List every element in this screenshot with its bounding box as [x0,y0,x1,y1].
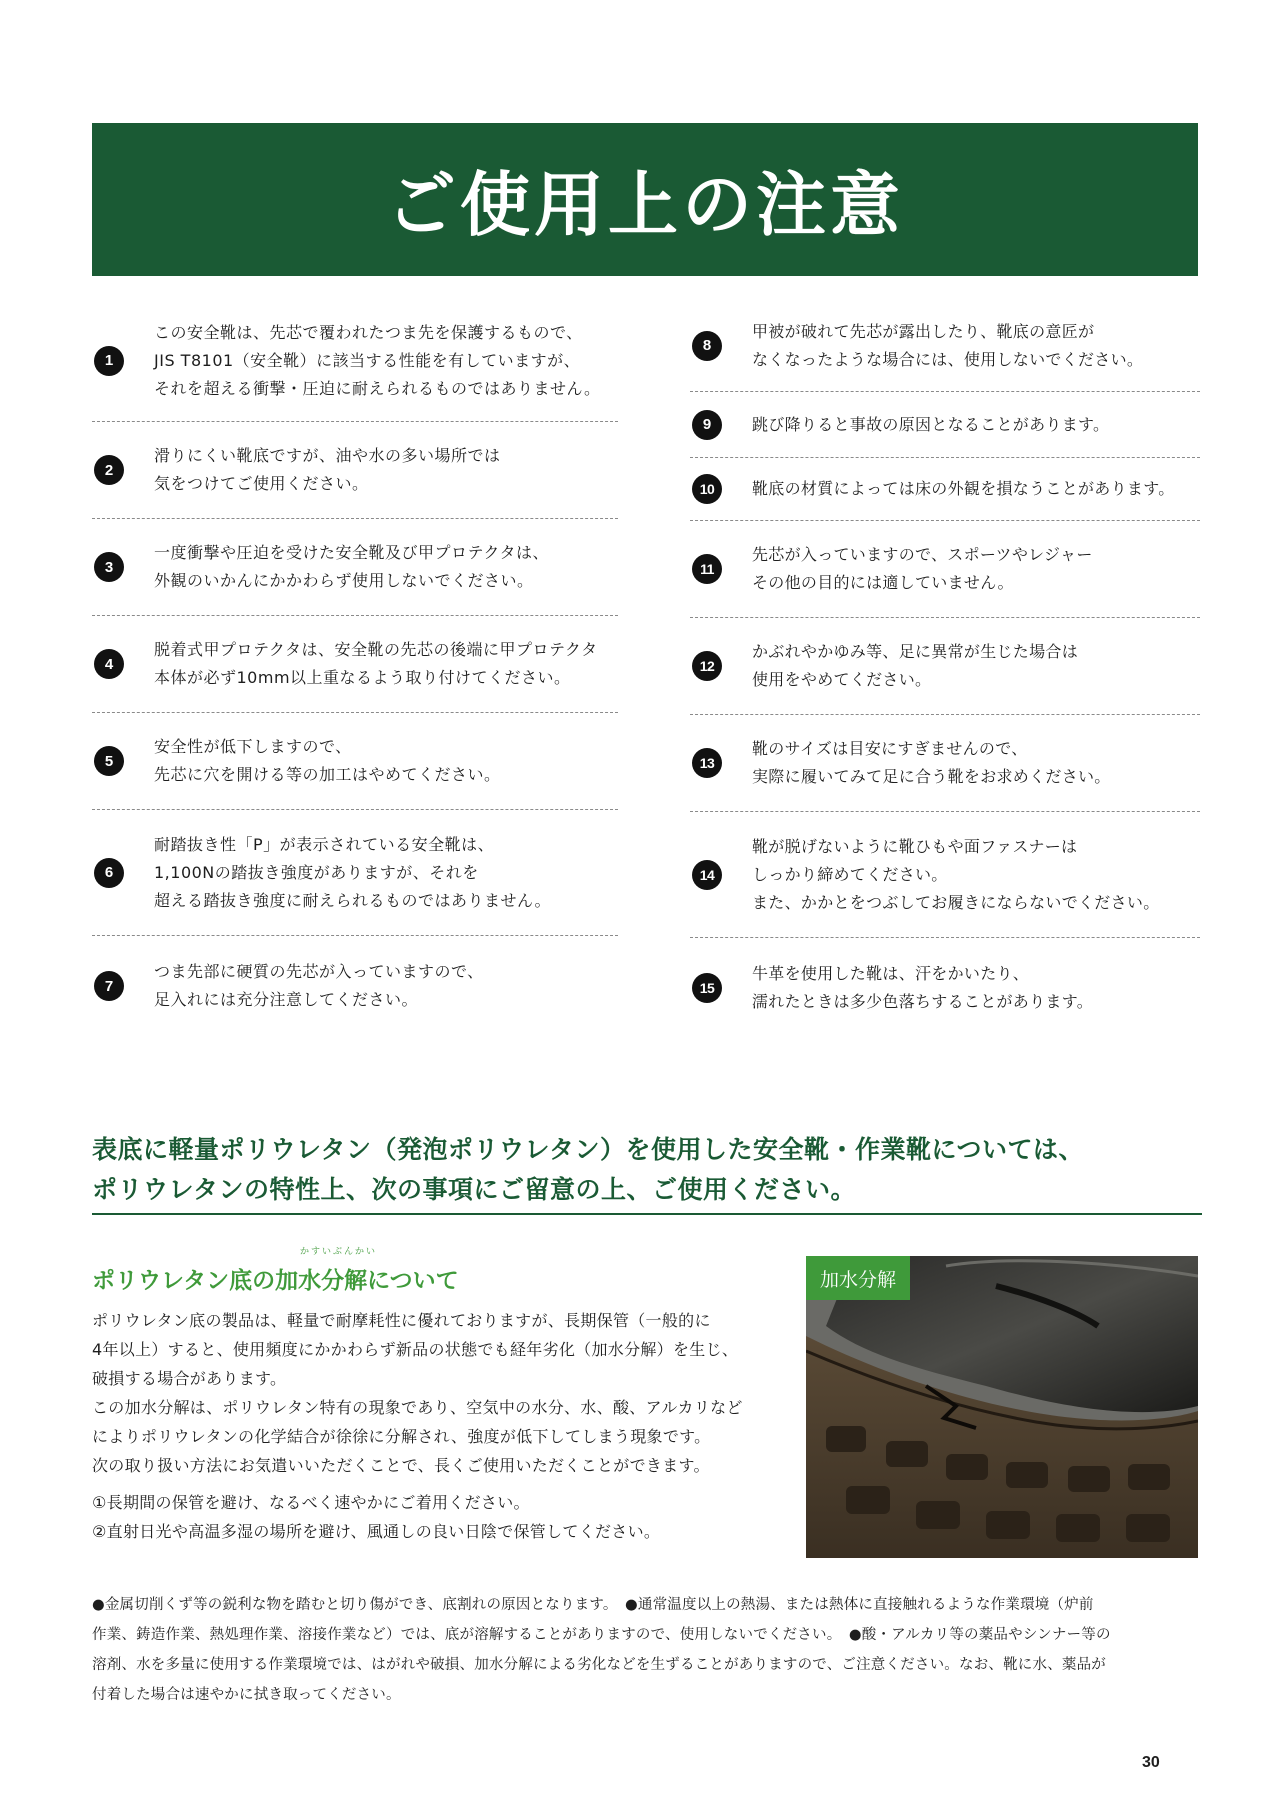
item-text: つま先部に硬質の先芯が入っていますので、 足入れには充分注意してください。 [154,962,484,1009]
item-number-badge: 1 [94,346,124,376]
notice-list-left [92,300,618,1036]
item-number-badge: 11 [692,554,722,584]
notice-item [92,422,618,519]
item-text: 靴底の材質によっては床の外観を損なうことがあります。 [752,479,1175,498]
notice-item [92,810,618,936]
item-text: この安全靴は、先芯で覆われたつま先を保護するもので、 JIS T8101（安全靴）に該当する性能を有していますが、 それを超える衝撃・圧迫に耐えられるものではありません。 [154,322,601,398]
photo-label: 加水分解 [806,1256,910,1300]
notice-list-right [690,300,1200,1038]
notice-item [690,938,1200,1038]
polyurethane-heading: 表底に軽量ポリウレタン（発泡ポリウレタン）を使用した安全靴・作業靴については、 ポリウレタンの特性上、次の事項にご留意の上、ご使用ください。 [92,1135,1085,1204]
notice-item [690,300,1200,392]
notice-item [690,618,1200,715]
item-number-badge: 14 [692,860,722,890]
page-number: 30 [1142,1754,1160,1771]
item-text: 牛革を使用した靴は、汗をかいたり、 濡れたときは多少色落ちすることがあります。 [752,964,1094,1011]
cracked-sole-illustration [806,1256,1198,1558]
hydrolysis-description: ポリウレタン底の製品は、軽量で耐摩耗性に優れておりますが、長期保管（一般的に 4年以上）すると、使用頻度にかかわらず新品の状態でも経年劣化（加水分解）を生じ、 破損する場合があります。 この加水分解は、ポリウレタン特有の現象であり、空気中の水分、水、酸、アルカリなど によりポリウレタンの化学結合が徐徐に分解され、強度が低下してしまう現象です。 次の取り扱い方法にお気遣いいただくことで、長くご使用いただくことができます。 ①長期間の保管を避け、なるべく速やかにご着用ください。 ②直射日光や高温多湿の場所を避け、風通しの良い日陰で保管してください。 [92,1306,792,1546]
item-text: 安全性が低下しますので、 先芯に穴を開ける等の加工はやめてください。 [154,737,501,784]
item-number-badge: 4 [94,649,124,679]
item-number-badge: 10 [692,474,722,504]
page-title: ご使用上の注意 [386,164,904,246]
item-text: かぶれやかゆみ等、足に異常が生じた場合は 使用をやめてください。 [752,642,1079,689]
item-text: 跳び降りると事故の原因となることがあります。 [752,414,1110,434]
notice-item [92,300,618,422]
item-number-badge: 13 [692,748,722,778]
notice-item [92,519,618,616]
item-text: 甲被が破れて先芯が露出したり、靴底の意匠が なくなったような場合には、使用しないでください。 [752,321,1144,369]
item-text: 靴が脱げないように靴ひもや面ファスナーは しっかり締めてください。 また、かかとをつぶしてお履きにならないでください。 [752,836,1160,912]
item-text: 先芯が入っていますので、スポーツやレジャー その他の目的には適していません。 [752,545,1093,592]
notice-item [690,521,1200,618]
notice-item [92,936,618,1036]
item-number-badge: 9 [692,410,722,440]
item-text: 靴のサイズは目安にすぎませんので、 実際に履いてみて足に合う靴をお求めください。 [752,739,1111,786]
item-number-badge: 2 [94,455,124,485]
item-text: 一度衝撃や圧迫を受けた安全靴及び甲プロテクタは、 外観のいかんにかかわらず使用しないでください。 [154,543,550,590]
ruby-reading: かすいぶんかい [300,1247,378,1257]
notice-item [690,812,1200,938]
notice-item [690,392,1200,458]
item-number-badge: 3 [94,552,124,582]
notice-item [92,713,618,810]
item-number-badge: 12 [692,651,722,681]
notice-item [92,616,618,713]
hydrolysis-heading: ポリウレタン底の加水分解について [92,1268,459,1294]
item-number-badge: 7 [94,971,124,1001]
item-number-badge: 8 [692,331,722,361]
item-text: 耐踏抜き性「P」が表示されている安全靴は、 1,100Nの踏抜き強度がありますが、それを 超える踏抜き強度に耐えられるものではありません。 [154,834,551,910]
item-text: 脱着式甲プロテクタは、安全靴の先芯の後端に甲プロテクタ 本体が必ず10mm以上重なるよう取り付けてください。 [154,640,598,687]
item-number-badge: 15 [692,973,722,1003]
section-divider [92,1213,1202,1215]
item-text: 滑りにくい靴底ですが、油や水の多い場所では 気をつけてご使用ください。 [154,446,501,493]
notice-item [690,715,1200,812]
tip-item: ②直射日光や高温多湿の場所を避け、風通しの良い日陰で保管してください。 [92,1522,661,1541]
hydrolysis-photo [806,1256,1198,1558]
title-banner [92,123,1198,276]
notice-item [690,458,1200,521]
item-number-badge: 5 [94,746,124,776]
footnote-notes: ●金属切削くず等の鋭利な物を踏むと切り傷ができ、底割れの原因となります。 ●通常温度以上の熱湯、または熱体に直接触れるような作業環境（炉前 作業、鋳造作業、熱処理作業、溶接作業など）では、底が溶解することがありますので、使用しないでください。 ●酸・アルカリ等の薬品やシンナー等の 溶剤、水を多量に使用する作業環境では、はがれや破損、加水分解による劣化などを生ずることがありますので、ご注意ください。なお、靴に水、薬品が 付着した場合は速やかに拭き取ってください。 [92,1597,1111,1703]
tip-item: ①長期間の保管を避け、なるべく速やかにご着用ください。 [92,1493,530,1512]
item-number-badge: 6 [94,858,124,888]
